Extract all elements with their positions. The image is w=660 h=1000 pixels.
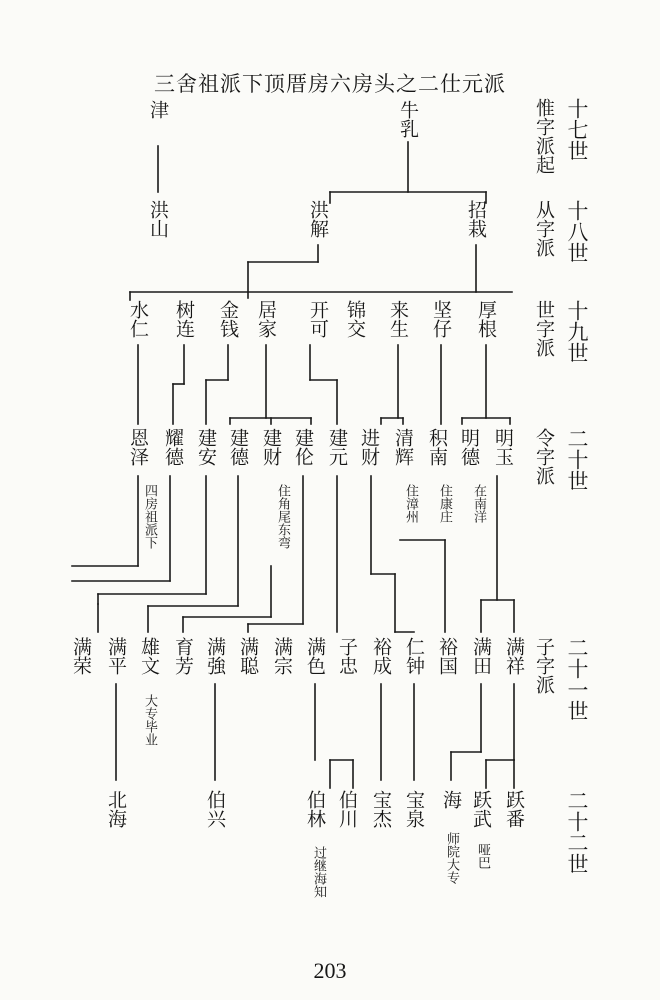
person-niuru: 牛乳	[397, 100, 419, 138]
person-mingyu: 明玉	[492, 428, 514, 466]
person-boxing: 伯兴	[204, 790, 226, 828]
note-yaba: 哑巴	[475, 843, 490, 869]
generation-label: 十七世	[565, 98, 589, 161]
person-jinjiao: 锦交	[344, 300, 366, 338]
generation-group-label: 子字派	[533, 637, 555, 694]
person-qinghui: 清辉	[392, 428, 414, 466]
person-jianan: 建安	[195, 428, 217, 466]
person-yufang: 育芳	[172, 637, 194, 675]
person-jianzai: 坚仔	[430, 300, 452, 338]
note-nanyang: 在南洋	[471, 484, 486, 523]
generation-group-label: 惟字派起	[533, 98, 555, 174]
generation-label: 十八世	[565, 200, 589, 263]
person-jianyuan: 建元	[326, 428, 348, 466]
generation-label: 二十世	[565, 428, 589, 491]
person-manzong: 满宗	[271, 637, 293, 675]
person-enze: 恩泽	[127, 428, 149, 466]
person-manxiang: 满祥	[503, 637, 525, 675]
note-sifang: 四房祖派下	[142, 484, 157, 549]
note-guoji: 过继海知	[311, 846, 326, 898]
page-title: 三舍祖派下顶厝房六房头之二仕元派	[154, 72, 506, 96]
page-number: 203	[313, 958, 347, 983]
person-manrong: 满荣	[70, 637, 92, 675]
person-shuiren: 水仁	[127, 300, 149, 338]
generation-group-label: 世字派	[533, 300, 555, 357]
person-mingde: 明德	[458, 428, 480, 466]
person-manse: 满色	[304, 637, 326, 675]
person-laisheng: 来生	[387, 300, 409, 338]
person-xiongwen: 雄文	[138, 637, 160, 675]
person-zhaozai: 招栽	[465, 200, 487, 238]
person-jinan: 积南	[426, 428, 448, 466]
note-jiaowei: 住角尾东弯	[275, 484, 290, 549]
person-beihai: 北海	[105, 790, 127, 828]
generation-group-label: 从字派	[533, 200, 555, 257]
person-shulian: 树连	[173, 300, 195, 338]
person-manqiang: 满強	[204, 637, 226, 675]
person-kaike: 开可	[307, 300, 329, 338]
generation-group-label: 令字派	[533, 428, 555, 485]
person-hai: 海	[440, 790, 462, 809]
person-yuguo: 裕国	[436, 637, 458, 675]
generation-label: 十九世	[565, 300, 589, 363]
person-jin: 津	[147, 100, 169, 119]
note-kangzhuang: 住康庄	[437, 484, 452, 523]
person-yuefan: 跃番	[503, 790, 525, 828]
person-jincai: 进财	[358, 428, 380, 466]
person-baoquan: 宝泉	[403, 790, 425, 828]
person-hongjie: 洪解	[307, 200, 329, 238]
note-dazhuan: 大专毕业	[142, 694, 157, 746]
person-mantian: 满田	[470, 637, 492, 675]
person-baojie: 宝杰	[370, 790, 392, 828]
person-mancong: 满聪	[237, 637, 259, 675]
person-manping: 满平	[105, 637, 127, 675]
note-shiyuan: 师院大专	[444, 832, 459, 884]
person-yucheng: 裕成	[370, 637, 392, 675]
person-yuewu: 跃武	[470, 790, 492, 828]
person-yaode: 耀德	[162, 428, 184, 466]
generation-label: 二十一世	[565, 637, 589, 721]
person-hougen: 厚根	[475, 300, 497, 338]
person-jujia: 居家	[255, 300, 277, 338]
person-hongshan: 洪山	[147, 200, 169, 238]
person-renzhong: 仁钟	[403, 637, 425, 675]
person-jianlun: 建伦	[292, 428, 314, 466]
generation-label: 二十二世	[565, 790, 589, 874]
note-zhangzhou: 住漳州	[403, 484, 418, 523]
person-jiande: 建德	[227, 428, 249, 466]
person-bochuan: 伯川	[336, 790, 358, 828]
person-zizhong: 子忠	[336, 637, 358, 675]
person-bolin: 伯林	[304, 790, 326, 828]
person-jiancai: 建财	[260, 428, 282, 466]
person-jinqian: 金钱	[217, 300, 239, 338]
